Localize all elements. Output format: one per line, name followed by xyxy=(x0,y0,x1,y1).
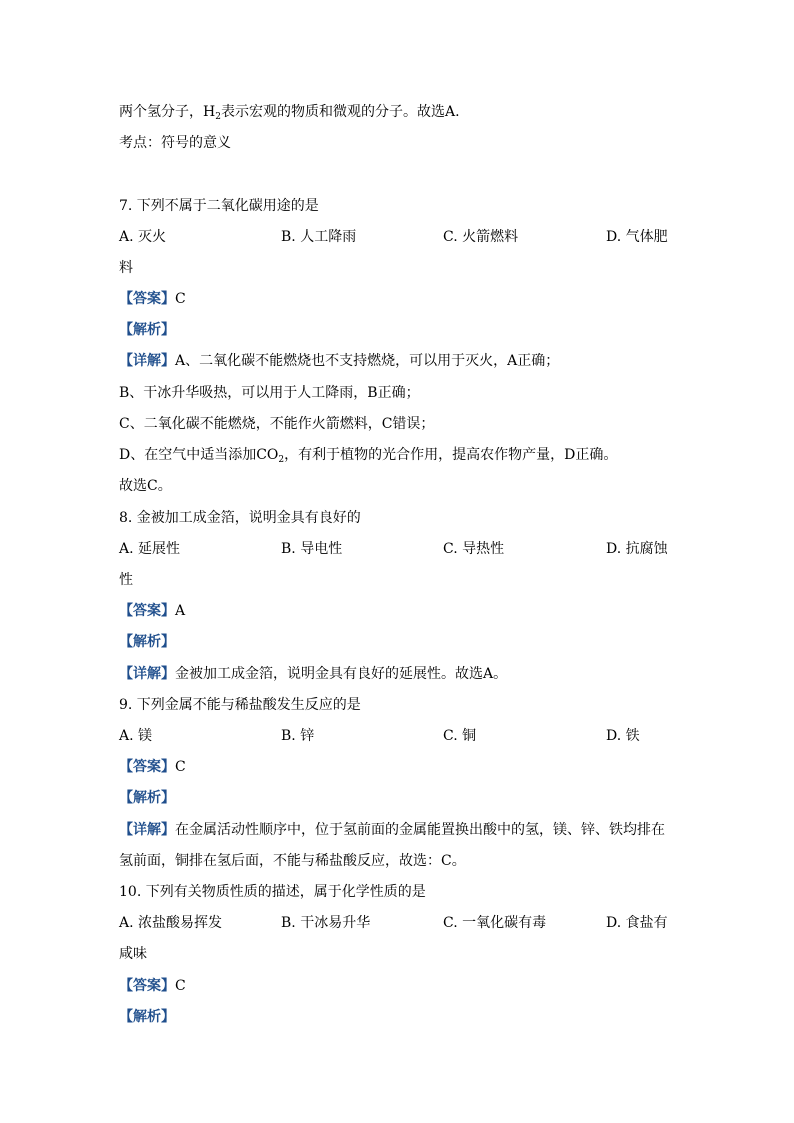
q9-option-c: C. 铜 xyxy=(443,728,477,744)
answer-tag: 【答案】 xyxy=(119,291,175,307)
q7-option-b: B. 人工降雨 xyxy=(281,229,357,245)
q9-analysis-tag: 【解析】 xyxy=(119,790,175,806)
intro-text-post: 表示宏观的物质和微观的分子。故选A. xyxy=(220,104,460,120)
q10-analysis-tag: 【解析】 xyxy=(119,1009,175,1025)
q9-answer xyxy=(119,757,186,777)
answer-tag: 【答案】 xyxy=(119,978,175,994)
q7-answer xyxy=(119,289,186,309)
q10-option-a: A. 浓盐酸易挥发 xyxy=(119,915,223,931)
q7-option-a: A. 灭火 xyxy=(119,229,167,245)
kaodian: 考点：符号的意义 xyxy=(119,135,231,151)
q7-option-c: C. 火箭燃料 xyxy=(443,229,519,245)
q8-option-c: C. 导热性 xyxy=(443,541,505,557)
answer-tag: 【答案】 xyxy=(119,603,175,619)
q10-option-d: D. 食盐有 xyxy=(606,915,668,931)
q8-analysis-tag: 【解析】 xyxy=(119,634,175,650)
q7-detail-c: C、二氧化碳不能燃烧，不能作火箭燃料，C错误； xyxy=(119,416,435,432)
detail-text: 金被加工成金箔，说明金具有良好的延展性。故选A。 xyxy=(175,666,508,682)
answer-value: C xyxy=(175,978,186,994)
question-8-stem: 8. 金被加工成金箔，说明金具有良好的 xyxy=(119,510,361,526)
answer-tag: 【答案】 xyxy=(119,759,175,775)
detail-tag: 【详解】 xyxy=(119,822,175,838)
answer-value: A xyxy=(175,603,186,619)
q8-answer xyxy=(119,601,185,621)
q7-option-wrap: 料 xyxy=(119,260,133,276)
q10-option-wrap: 咸味 xyxy=(119,946,147,962)
intro-text-pre: 两个氢分子，H xyxy=(119,104,216,120)
q7-option-d: D. 气体肥 xyxy=(606,229,668,245)
q7-detail-b: B、干冰升华吸热，可以用于人工降雨，B正确； xyxy=(119,385,420,401)
q8-option-b: B. 导电性 xyxy=(281,541,343,557)
detail-tag: 【详解】 xyxy=(119,353,175,369)
q8-option-wrap: 性 xyxy=(119,572,133,588)
detail-d-pre: D、在空气中适当添加CO xyxy=(119,447,279,463)
q9-option-a: A. 镁 xyxy=(119,728,153,744)
detail-text: 在金属活动性顺序中，位于氢前面的金属能置换出酸中的氢，镁、锌、铁均排在 xyxy=(175,822,665,838)
q8-option-a: A. 延展性 xyxy=(119,541,181,557)
q7-analysis-tag: 【解析】 xyxy=(119,322,175,338)
detail-text: A、二氧化碳不能燃烧也不支持燃烧，可以用于灭火，A正确； xyxy=(175,353,560,369)
question-9-stem: 9. 下列金属不能与稀盐酸发生反应的是 xyxy=(119,697,361,713)
q9-option-d: D. 铁 xyxy=(606,728,640,744)
q9-option-b: B. 锌 xyxy=(281,728,315,744)
q10-option-b: B. 干冰易升华 xyxy=(281,915,371,931)
q10-option-c: C. 一氧化碳有毒 xyxy=(443,915,547,931)
question-7-stem: 7. 下列不属于二氧化碳用途的是 xyxy=(119,198,319,214)
q7-detail-d xyxy=(119,445,617,470)
subscript: 2 xyxy=(278,455,285,465)
q9-detail-cont: 氢前面，铜排在氢后面，不能与稀盐酸反应，故选：C。 xyxy=(119,853,466,869)
detail-tag: 【详解】 xyxy=(119,666,175,682)
subscript: 2 xyxy=(215,112,221,122)
answer-value: C xyxy=(175,291,186,307)
q10-answer xyxy=(119,976,186,996)
q7-conclusion: 故选C。 xyxy=(119,478,172,494)
q7-detail xyxy=(119,351,559,371)
answer-value: C xyxy=(175,759,186,775)
detail-d-post: ，有利于植物的光合作用，提高农作物产量，D正确。 xyxy=(284,447,618,463)
intro-line xyxy=(119,102,460,127)
question-10-stem: 10. 下列有关物质性质的描述，属于化学性质的是 xyxy=(119,884,426,900)
q9-detail xyxy=(119,820,665,840)
q8-option-d: D. 抗腐蚀 xyxy=(606,541,668,557)
q8-detail xyxy=(119,664,507,684)
